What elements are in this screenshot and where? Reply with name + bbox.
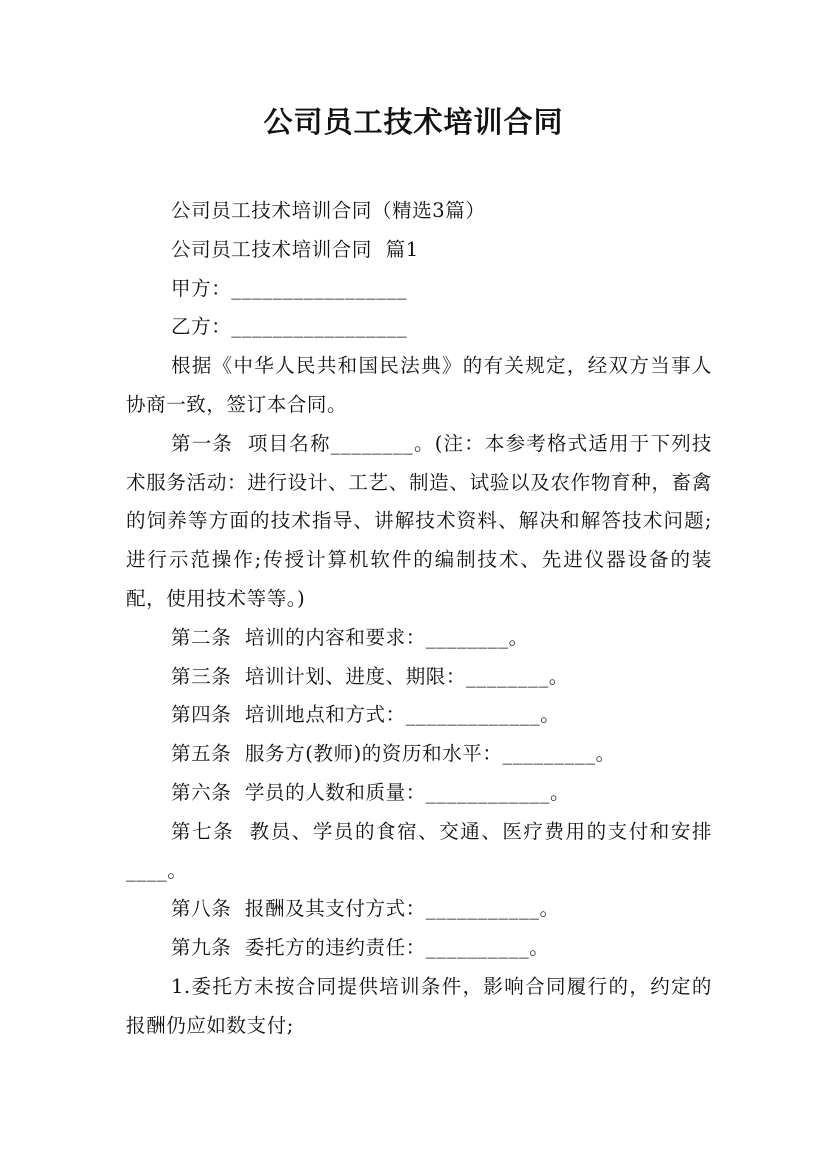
paragraph-article-5: 第五条 服务方(教师)的资历和水平：_________。 <box>171 742 616 766</box>
paragraph-article-1: 第一条 项目名称________。(注：本参考格式适用于下列技术服务活动：进行设计、工艺、制造、试验以及农作物育种，畜禽的饲养等方面的技术指导、讲解技术资料、解决和解答技术问题;进行示范操作;传授计算机软件的编制技术、先进仪器设备的装配，使用技术等等。) <box>126 431 712 610</box>
paragraph-article-4: 第四条 培训地点和方式：_____________。 <box>171 703 561 727</box>
paragraph-preamble: 根据《中华人民共和国民法典》的有关规定，经双方当事人协商一致，签订本合同。 <box>126 354 712 416</box>
document-title: 公司员工技术培训合同 <box>263 105 564 139</box>
paragraph-article-9: 第九条 委托方的违约责任：__________。 <box>171 936 550 960</box>
paragraph-article-2: 第二条 培训的内容和要求：________。 <box>171 625 529 649</box>
paragraph-article-3: 第三条 培训计划、进度、期限：________。 <box>171 664 569 688</box>
paragraph-article-8: 第八条 报酬及其支付方式：___________。 <box>171 897 560 921</box>
paragraph-party-b: 乙方：_________________ <box>171 315 408 339</box>
paragraph-subtitle: 公司员工技术培训合同（精选3篇） <box>171 199 486 222</box>
paragraph-article-7: 第七条 教员、学员的食宿、交通、医疗费用的支付和安排____。 <box>126 819 712 882</box>
paragraph-party-a: 甲方：_________________ <box>171 276 408 300</box>
paragraph-section-heading: 公司员工技术培训合同 篇1 <box>171 237 419 261</box>
document-body <box>126 192 712 1046</box>
paragraph-clause-9-1: 1.委托方未按合同提供培训条件，影响合同履行的，约定的报酬仍应如数支付; <box>126 974 712 1037</box>
paragraph-article-6: 第六条 学员的人数和质量：____________。 <box>171 780 571 804</box>
